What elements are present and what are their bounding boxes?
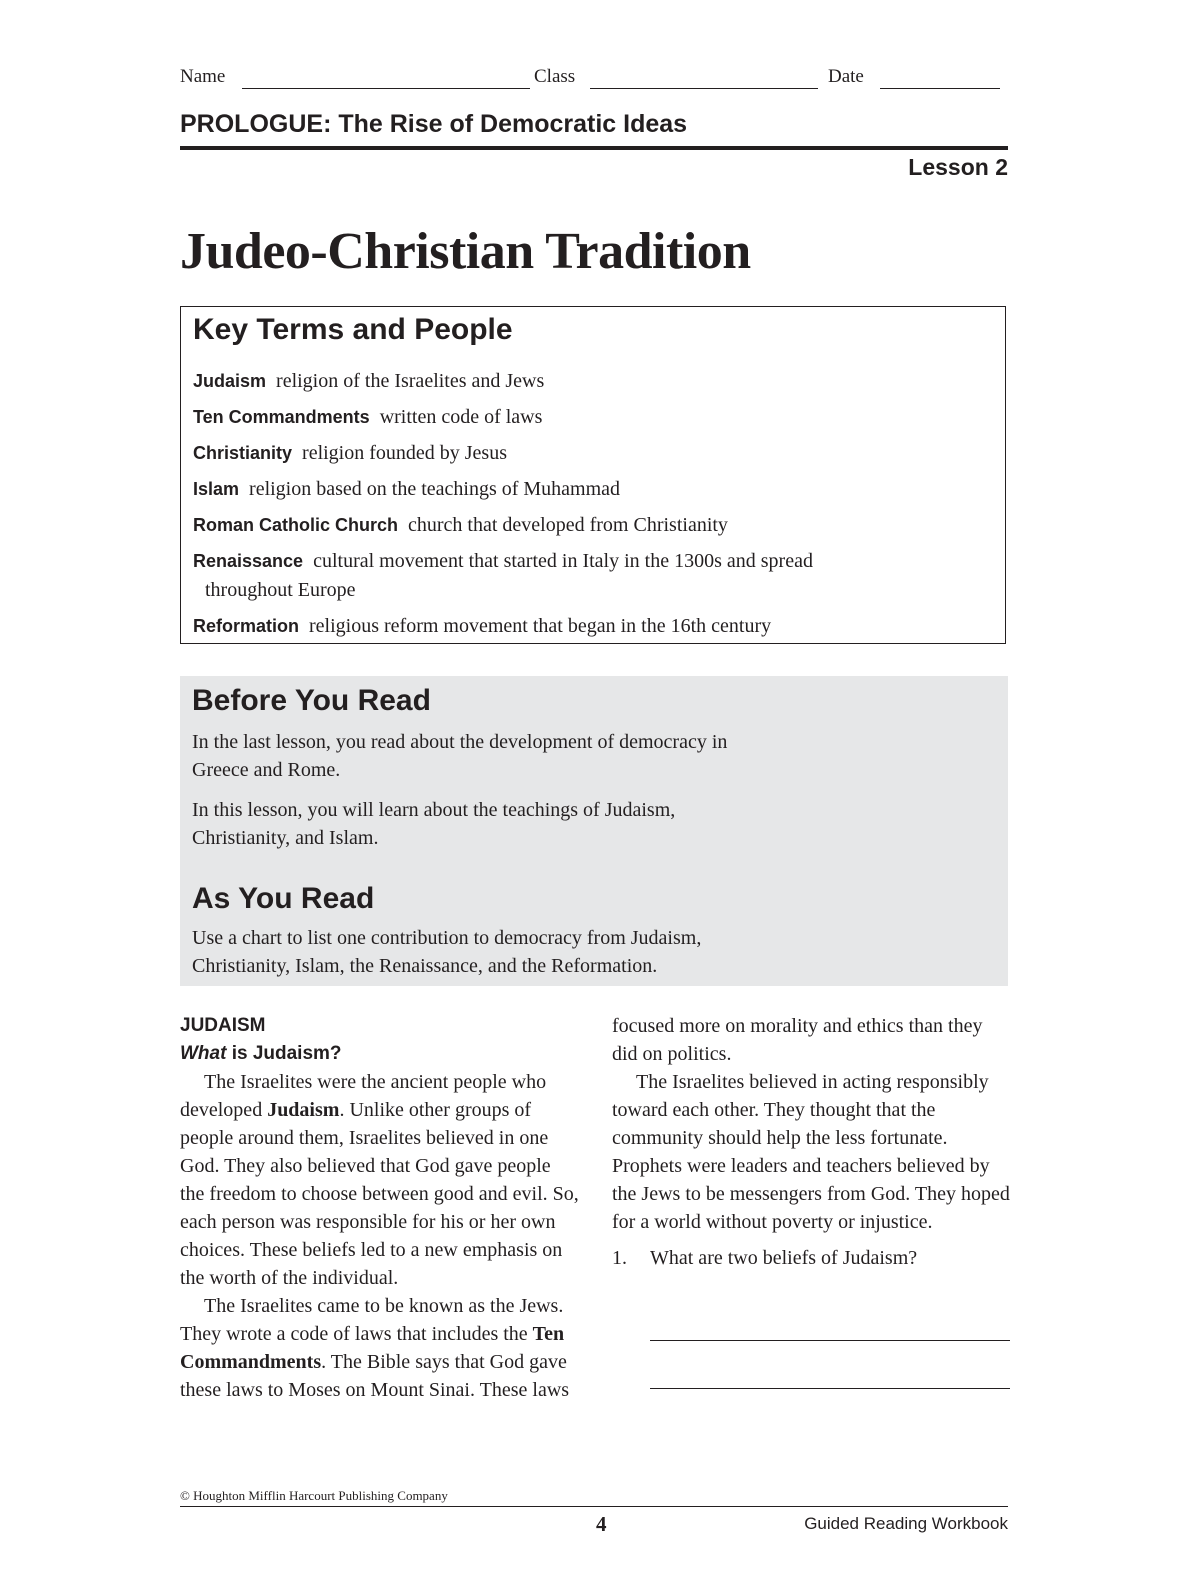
question-1 (612, 1244, 1012, 1272)
right-column (612, 1012, 1012, 1272)
date-line (880, 88, 1000, 89)
question-rest: is Judaism? (226, 1043, 342, 1064)
before-you-read-heading: Before You Read (192, 684, 431, 717)
text-run: . Unlike other groups of people around them, Israelites believed in one God. They also believed that God gave people the freedom to choose between good and evil. So, each person was responsible for his or her own choices. These beliefs led to a new emphasis on the worth of the individual. (180, 1099, 579, 1289)
key-term: Renaissance (193, 551, 304, 571)
question-number: 1. (612, 1247, 627, 1269)
text-line: Christianity, and Islam. (192, 827, 379, 849)
header-fields (180, 66, 1008, 94)
answer-line-1[interactable] (650, 1340, 1010, 1341)
key-term-item (193, 547, 973, 605)
footer-rule (180, 1506, 1008, 1507)
key-term-definition: religion based on the teachings of Muhammad (249, 478, 621, 500)
key-term-definition: written code of laws (379, 406, 543, 428)
as-you-read-text (192, 924, 872, 980)
key-term-definition: religious reform movement that began in the 16th century (309, 615, 772, 637)
prologue-heading: PROLOGUE: The Rise of Democratic Ideas (180, 110, 688, 138)
key-term: Ten Commandments (193, 407, 370, 427)
key-term-item (193, 367, 973, 396)
text-run: The Israelites came to be known as the Jews. They wrote a code of laws that includes the (180, 1295, 564, 1345)
class-label: Class (534, 66, 576, 87)
copyright: © Houghton Mifflin Harcourt Publishing Company (180, 1488, 448, 1503)
text-line: In this lesson, you will learn about the teachings of Judaism, (192, 799, 676, 821)
key-term: Roman Catholic Church (193, 515, 399, 535)
left-column (180, 1012, 580, 1404)
bold-term: Judaism (267, 1099, 340, 1121)
key-term-item (193, 403, 973, 432)
key-terms-box (180, 306, 1006, 644)
reading-guide-box (180, 676, 1008, 986)
key-term-definition-cont: throughout Europe (205, 579, 356, 601)
header-rule (180, 146, 1008, 150)
key-term-definition: religion founded by Jesus (302, 442, 508, 464)
text-line: In the last lesson, you read about the development of democracy in (192, 731, 728, 753)
paragraph-2-continued: focused more on morality and ethics than they did on politics. (612, 1015, 983, 1065)
text-run: The Israelites were the ancient people who developed (180, 1071, 547, 1121)
workbook-title: Guided Reading Workbook (804, 1514, 1008, 1533)
bold-term: Ten Commandments (180, 1323, 565, 1373)
as-you-read-heading: As You Read (192, 882, 375, 915)
paragraph-3: The Israelites believed in acting responsibly toward each other. They thought that the community should help the less fortunate. Prophets were leaders and teachers believed by the Jews to be messengers from God. They hoped for a world without poverty or injustice. (612, 1071, 1010, 1233)
lesson-label: Lesson 2 (908, 154, 1008, 180)
key-term-item (193, 511, 973, 540)
page-title: Judeo-Christian Tradition (180, 223, 751, 280)
key-term-definition: church that developed from Christianity (408, 514, 728, 536)
name-line (242, 88, 530, 89)
text-run: . The Bible says that God gave these laws to Moses on Mount Sinai. These laws (180, 1351, 570, 1401)
question-text: What are two beliefs of Judaism? (650, 1247, 918, 1269)
before-you-read-text-1 (192, 728, 872, 784)
text-line: Use a chart to list one contribution to democracy from Judaism, (192, 927, 702, 949)
page-number: 4 (596, 1512, 607, 1536)
key-terms-heading: Key Terms and People (193, 313, 513, 346)
before-you-read-text-2 (192, 796, 872, 852)
key-term-definition: cultural movement that started in Italy in the 1300s and spread (313, 550, 813, 572)
key-term: Christianity (193, 443, 293, 463)
name-label: Name (180, 66, 226, 87)
key-term: Judaism (193, 371, 267, 391)
date-label: Date (828, 66, 864, 87)
paragraph-2 (180, 1292, 580, 1404)
key-term-definition: religion of the Israelites and Jews (276, 370, 545, 392)
key-term-item (193, 612, 973, 641)
class-line (590, 88, 818, 89)
text-line: Greece and Rome. (192, 759, 341, 781)
key-term: Islam (193, 479, 240, 499)
key-term-item (193, 475, 973, 504)
key-term-item (193, 439, 973, 468)
key-term: Reformation (193, 616, 300, 636)
paragraph-1 (180, 1068, 580, 1292)
question-emphasis: What (180, 1043, 227, 1064)
text-line: Christianity, Islam, the Renaissance, and the Reformation. (192, 955, 658, 977)
section-question (180, 1040, 580, 1068)
section-heading: JUDAISM (180, 1015, 266, 1036)
answer-line-2[interactable] (650, 1388, 1010, 1389)
